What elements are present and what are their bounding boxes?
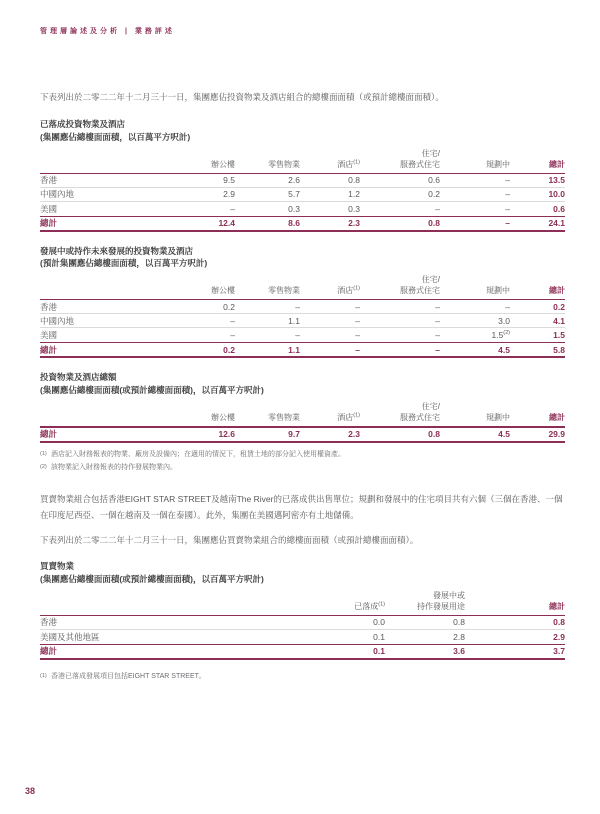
cell-value: 0.8 xyxy=(428,429,440,440)
section-subtitle: (集團應佔總樓面面積(或預計總樓面面積)，以百萬平方呎計) xyxy=(40,574,264,585)
column-header-label: 總計 xyxy=(549,601,565,611)
trading-portfolio-paragraph: 買賣物業組合包括香港EIGHT STAR STREET及越南The River的已落成供出售單位；規劃和發展中的住宅項目共有六個（三個在香港、一個在印度尼西亞、一個在越南及一個在泰國）。此外，集團在美國邁阿密亦有土地儲備。 xyxy=(40,493,563,521)
cell-value: 0.3 xyxy=(288,203,300,214)
cell-value: – xyxy=(505,203,510,214)
column-header-top xyxy=(440,149,510,159)
column-header-label: 總計 xyxy=(549,159,565,169)
cell-value: 3.0 xyxy=(498,315,510,326)
cell-value: 1.2 xyxy=(348,189,360,200)
column-header-top: 發展中或 xyxy=(433,590,465,600)
column-header-top: 住宅/ xyxy=(421,148,440,158)
cell-value: 2.6 xyxy=(288,175,300,186)
column-header-label: 總計 xyxy=(549,412,565,422)
column-header xyxy=(240,591,385,612)
table-header-row xyxy=(40,591,565,616)
row-label: 美國 xyxy=(40,203,58,214)
cell-value: 3.6 xyxy=(453,646,465,657)
table-total-row xyxy=(40,644,565,660)
cell-value: 0.0 xyxy=(373,617,385,628)
cell-value: 5.8 xyxy=(553,344,565,355)
table-row xyxy=(40,616,565,630)
column-header xyxy=(440,275,510,296)
table-row xyxy=(40,314,565,328)
table-total-row xyxy=(40,427,565,443)
table-row xyxy=(40,188,565,202)
cell-value: – xyxy=(505,175,510,186)
column-header xyxy=(440,149,510,170)
cell-value: – xyxy=(295,301,300,312)
cell-value: – xyxy=(435,315,440,326)
row-label: 香港 xyxy=(40,301,58,312)
table-header-row xyxy=(40,149,565,174)
column-header-top xyxy=(510,402,565,412)
section-trading-properties xyxy=(40,560,565,660)
page-number: 38 xyxy=(25,786,36,796)
cell-value: 0.2 xyxy=(553,301,565,312)
column-header-label: 服務式住宅 xyxy=(400,412,440,422)
table-row xyxy=(40,630,565,644)
cell-value: 2.9 xyxy=(553,631,565,642)
row-label: 美國及其他地區 xyxy=(40,631,100,642)
section-total-properties xyxy=(40,371,565,443)
under-development-table xyxy=(40,275,565,358)
column-header-label: 總計 xyxy=(549,286,565,296)
section-subtitle: (集團應佔總樓面面積(或預計總樓面面積)，以百萬平方呎計) xyxy=(40,384,264,395)
table-row xyxy=(40,300,565,314)
column-header-top xyxy=(440,402,510,412)
cell-value: 13.5 xyxy=(548,175,565,186)
cell-value: 0.8 xyxy=(453,617,465,628)
running-header: 管理層論述及分析 | 業務評述 xyxy=(40,28,175,35)
cell-value: – xyxy=(435,344,440,355)
cell-value: 12.4 xyxy=(218,218,235,229)
column-header-label: 規劃中 xyxy=(486,412,510,422)
column-header-label: 辦公樓 xyxy=(211,159,235,169)
table-total-row xyxy=(40,342,565,358)
column-header-label: 酒店$^{(1)}$ xyxy=(337,285,360,296)
row-label: 中國內地 xyxy=(40,189,75,200)
table-header-row xyxy=(40,402,565,427)
cell-value: 0.8 xyxy=(428,218,440,229)
cell-value: 0.8 xyxy=(348,175,360,186)
cell-value: – xyxy=(505,189,510,200)
row-label: 總計 xyxy=(40,344,58,355)
section-subtitle: (預計集團應佔總樓面面積，以百萬平方呎計) xyxy=(40,258,208,269)
table-row xyxy=(40,328,565,342)
column-header xyxy=(440,402,510,423)
cell-value: 2.3 xyxy=(348,218,360,229)
intro-paragraph-2: 下表列出於二零二二年十二月三十一日，集團應佔買賣物業組合的總樓面面積（或預計總樓面面積）。 xyxy=(40,535,419,546)
column-header xyxy=(160,149,235,170)
column-header-top: 住宅/ xyxy=(421,275,440,285)
column-header xyxy=(465,591,565,612)
cell-value: 5.7 xyxy=(288,189,300,200)
column-header-top xyxy=(300,402,360,412)
column-header-label: 零售物業 xyxy=(268,159,300,169)
cell-value: 0.6 xyxy=(553,203,565,214)
column-header xyxy=(300,149,360,170)
cell-value: – xyxy=(505,218,510,229)
cell-value: 4.1 xyxy=(553,315,565,326)
row-label: 總計 xyxy=(40,646,58,657)
column-header-top xyxy=(235,275,300,285)
section-title: 買賣物業 xyxy=(40,561,75,572)
footnote-text: 香港已落成發展項目包括EIGHT STAR STREET。 xyxy=(51,672,206,680)
row-label: 總計 xyxy=(40,218,58,229)
cell-value: – xyxy=(505,301,510,312)
column-header xyxy=(300,275,360,296)
column-header xyxy=(510,402,565,423)
footnote xyxy=(40,448,565,462)
column-header xyxy=(360,275,440,296)
cell-value: 0.2 xyxy=(428,189,440,200)
column-header xyxy=(235,149,300,170)
section-title: 發展中或持作未來發展的投資物業及酒店 xyxy=(40,245,194,256)
cell-value: – xyxy=(355,301,360,312)
table-row xyxy=(40,174,565,188)
row-label: 香港 xyxy=(40,617,58,628)
cell-value: – xyxy=(355,330,360,341)
row-label: 美國 xyxy=(40,330,58,341)
cell-value: – xyxy=(435,301,440,312)
cell-value: 10.0 xyxy=(548,189,565,200)
column-header xyxy=(360,402,440,423)
footnote-marker: (1) xyxy=(40,450,47,457)
column-header-label: 辦公樓 xyxy=(211,412,235,422)
cell-value: – xyxy=(355,315,360,326)
cell-value: 0.2 xyxy=(223,301,235,312)
column-header-label: 已落成$^{(1)}$ xyxy=(354,601,385,611)
cell-value: 4.5 xyxy=(498,429,510,440)
cell-value: 4.5 xyxy=(498,344,510,355)
column-header-top xyxy=(300,149,360,159)
column-header-top xyxy=(300,275,360,285)
column-header xyxy=(510,149,565,170)
section-subtitle: (集團應佔總樓面面積，以百萬平方呎計) xyxy=(40,131,191,142)
column-header xyxy=(235,402,300,423)
row-label: 總計 xyxy=(40,429,58,440)
cell-value: 0.1 xyxy=(373,631,385,642)
cell-value: 2.9 xyxy=(223,189,235,200)
intro-paragraph: 下表列出於二零二二年十二月三十一日，集團應佔投資物業及酒店組合的總樓面面積（或預計總樓面面積）。 xyxy=(40,92,444,102)
cell-value: 8.6 xyxy=(288,218,300,229)
cell-value: 3.7 xyxy=(553,646,565,657)
column-header-label: 零售物業 xyxy=(268,286,300,296)
column-header-top xyxy=(235,149,300,159)
cell-value: 24.1 xyxy=(548,218,565,229)
cell-value: 1.1 xyxy=(288,344,300,355)
column-header-top xyxy=(235,402,300,412)
cell-value: 2.8 xyxy=(453,631,465,642)
cell-value: – xyxy=(355,344,360,355)
column-header xyxy=(160,402,235,423)
completed-properties-table xyxy=(40,149,565,232)
cell-value: 9.7 xyxy=(288,429,300,440)
table-header-row xyxy=(40,275,565,300)
column-header-top xyxy=(160,149,235,159)
column-header-top xyxy=(510,275,565,285)
column-header-label: 酒店$^{(1)}$ xyxy=(337,158,360,169)
trading-properties-table xyxy=(40,591,565,660)
cell-value: 12.6 xyxy=(218,429,235,440)
column-header-label: 服務式住宅 xyxy=(400,159,440,169)
column-header-top xyxy=(240,591,385,601)
cell-value: 2.3 xyxy=(348,429,360,440)
footnote-marker: (1) xyxy=(40,672,47,679)
column-header-label: 辦公樓 xyxy=(211,286,235,296)
cell-value: – xyxy=(295,330,300,341)
section-title: 已落成投資物業及酒店 xyxy=(40,119,126,130)
column-header-top xyxy=(465,591,565,601)
footnote-text: 酒店記入財務報表的物業、廠房及設備內；在適用的情況下，租賃土地的部分記入使用權資產。 xyxy=(51,450,345,458)
cell-value: 0.1 xyxy=(373,646,385,657)
footnote-text: 該物業記入財務報表的持作發展物業內。 xyxy=(51,464,177,472)
column-header xyxy=(385,591,465,612)
cell-value: 0.2 xyxy=(223,344,235,355)
section-title: 投資物業及酒店總額 xyxy=(40,372,117,383)
column-header-label: 規劃中 xyxy=(486,286,510,296)
column-header xyxy=(510,275,565,296)
column-header xyxy=(235,275,300,296)
cell-value: – xyxy=(230,330,235,341)
total-properties-table xyxy=(40,402,565,443)
column-header xyxy=(300,402,360,423)
row-label: 香港 xyxy=(40,175,58,186)
cell-value: 1.5 xyxy=(553,330,565,341)
table-total-row xyxy=(40,216,565,232)
section-under-development xyxy=(40,245,565,359)
column-header-label: 持作發展用途 xyxy=(417,601,465,611)
cell-value: – xyxy=(435,203,440,214)
table-row xyxy=(40,202,565,216)
column-header xyxy=(360,149,440,170)
section-completed-properties xyxy=(40,118,565,232)
footnotes xyxy=(40,448,565,475)
cell-value: 0.8 xyxy=(553,617,565,628)
cell-value: – xyxy=(230,315,235,326)
column-header-label: 規劃中 xyxy=(486,159,510,169)
cell-value: 29.9 xyxy=(548,429,565,440)
footnote xyxy=(40,461,565,475)
column-header-label: 服務式住宅 xyxy=(400,286,440,296)
cell-value: 9.5 xyxy=(223,175,235,186)
cell-value: 1.5$^{(2)}$ xyxy=(491,330,510,341)
cell-value: – xyxy=(230,203,235,214)
column-header-top xyxy=(510,149,565,159)
column-header xyxy=(160,275,235,296)
column-header-top xyxy=(440,275,510,285)
cell-value: – xyxy=(435,330,440,341)
column-header-top xyxy=(160,402,235,412)
column-header-label: 零售物業 xyxy=(268,412,300,422)
footnote xyxy=(40,670,565,684)
footnote-marker: (2) xyxy=(40,464,47,471)
cell-value: 0.6 xyxy=(428,175,440,186)
cell-value: 0.3 xyxy=(348,203,360,214)
column-header-top xyxy=(160,275,235,285)
row-label: 中國內地 xyxy=(40,315,75,326)
column-header-top: 住宅/ xyxy=(421,401,440,411)
column-header-label: 酒店$^{(1)}$ xyxy=(337,411,360,422)
cell-value: 1.1 xyxy=(288,315,300,326)
